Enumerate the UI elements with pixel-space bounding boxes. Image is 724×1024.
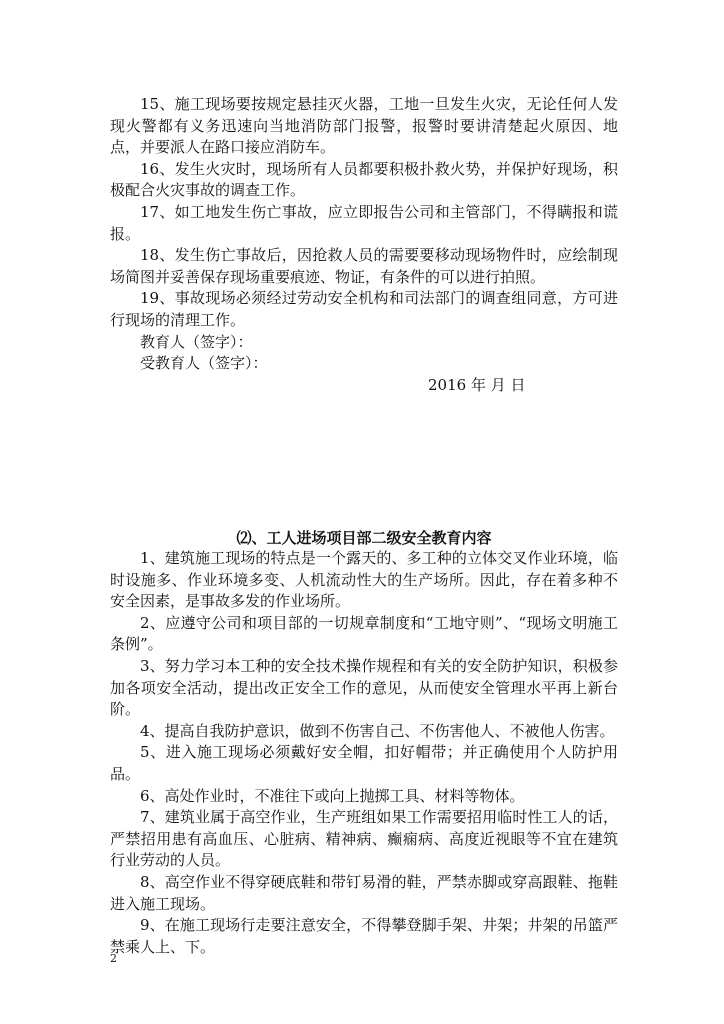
section-item-6: 6、高处作业时，不准往下或向上抛掷工具、材料等物体。 bbox=[140, 786, 525, 805]
section-item-4: 4、提高自我防护意识，做到不伤害自己、不伤害他人、不被他人伤害。 bbox=[140, 721, 615, 740]
educator-signature-line: 教育人（签字）： bbox=[140, 332, 253, 351]
item-18: 18、发生伤亡事故后，因抢救人员的需要要移动现场物件时，应绘制现场简图并妥善保存现场重要痕迹、物证，有条件的可以进行拍照。 bbox=[110, 246, 618, 286]
section-content bbox=[110, 548, 618, 958]
item-19: 19、事故现场必须经过劳动安全机构和司法部门的调查组同意，方可进行现场的清理工作。 bbox=[110, 289, 618, 329]
item-16: 16、发生火灾时，现场所有人员都要积极扑救火势，并保护好现场，积极配合火灾事故的调查工作。 bbox=[110, 159, 618, 200]
section-item-1: 1、建筑施工现场的特点是一个露天的、多工种的立体交叉作业环境，临时设施多、作业环境多变、人机流动性大的生产场所。因此，存在着多种不安全因素，是事故多发的作业场所。 bbox=[110, 549, 618, 611]
signature-date: 2016 年 月 日 bbox=[428, 375, 526, 394]
top-section bbox=[110, 94, 618, 396]
page-number: 2 bbox=[110, 952, 117, 965]
section-item-8: 8、高空作业不得穿硬底鞋和带钉易滑的鞋，严禁赤脚或穿高跟鞋、拖鞋进入施工现场。 bbox=[110, 872, 618, 913]
section-item-3: 3、努力学习本工种的安全技术操作规程和有关的安全防护知识，积极参加各项安全活动，提出改正安全工作的意见，从而使安全管理水平再上新台阶。 bbox=[110, 656, 618, 719]
section-item-5: 5、进入施工现场必须戴好安全帽，扣好帽带；并正确使用个人防护用品。 bbox=[110, 743, 618, 783]
section-item-7: 7、建筑业属于高空作业，生产班组如果工作需要招用临时性工人的话，严禁招用患有高血压、心脏病、精神病、癫痫病、高度近视眼等不宜在建筑行业劳动的人员。 bbox=[110, 808, 618, 870]
item-17: 17、如工地发生伤亡事故，应立即报告公司和主管部门，不得瞒报和谎报。 bbox=[110, 202, 618, 243]
section-title: ⑵、工人进场项目部二级安全教育内容 bbox=[236, 529, 492, 547]
section-item-2: 2、应遵守公司和项目部的一切规章制度和“工地守则”、“现场文明施工条例”。 bbox=[110, 613, 618, 654]
educatee-signature-line: 受教育人（签字）： bbox=[140, 354, 268, 373]
item-15: 15、施工现场要按规定悬挂灭火器，工地一旦发生火灾，无论任何人发现火警都有义务迅速向当地消防部门报警，报警时要讲清楚起火原因、地点，并要派人在路口接应消防车。 bbox=[110, 95, 618, 157]
section-item-9: 9、在施工现场行走要注意安全，不得攀登脚手架、井架；井架的吊篮严禁乘人上、下。 bbox=[110, 916, 618, 956]
